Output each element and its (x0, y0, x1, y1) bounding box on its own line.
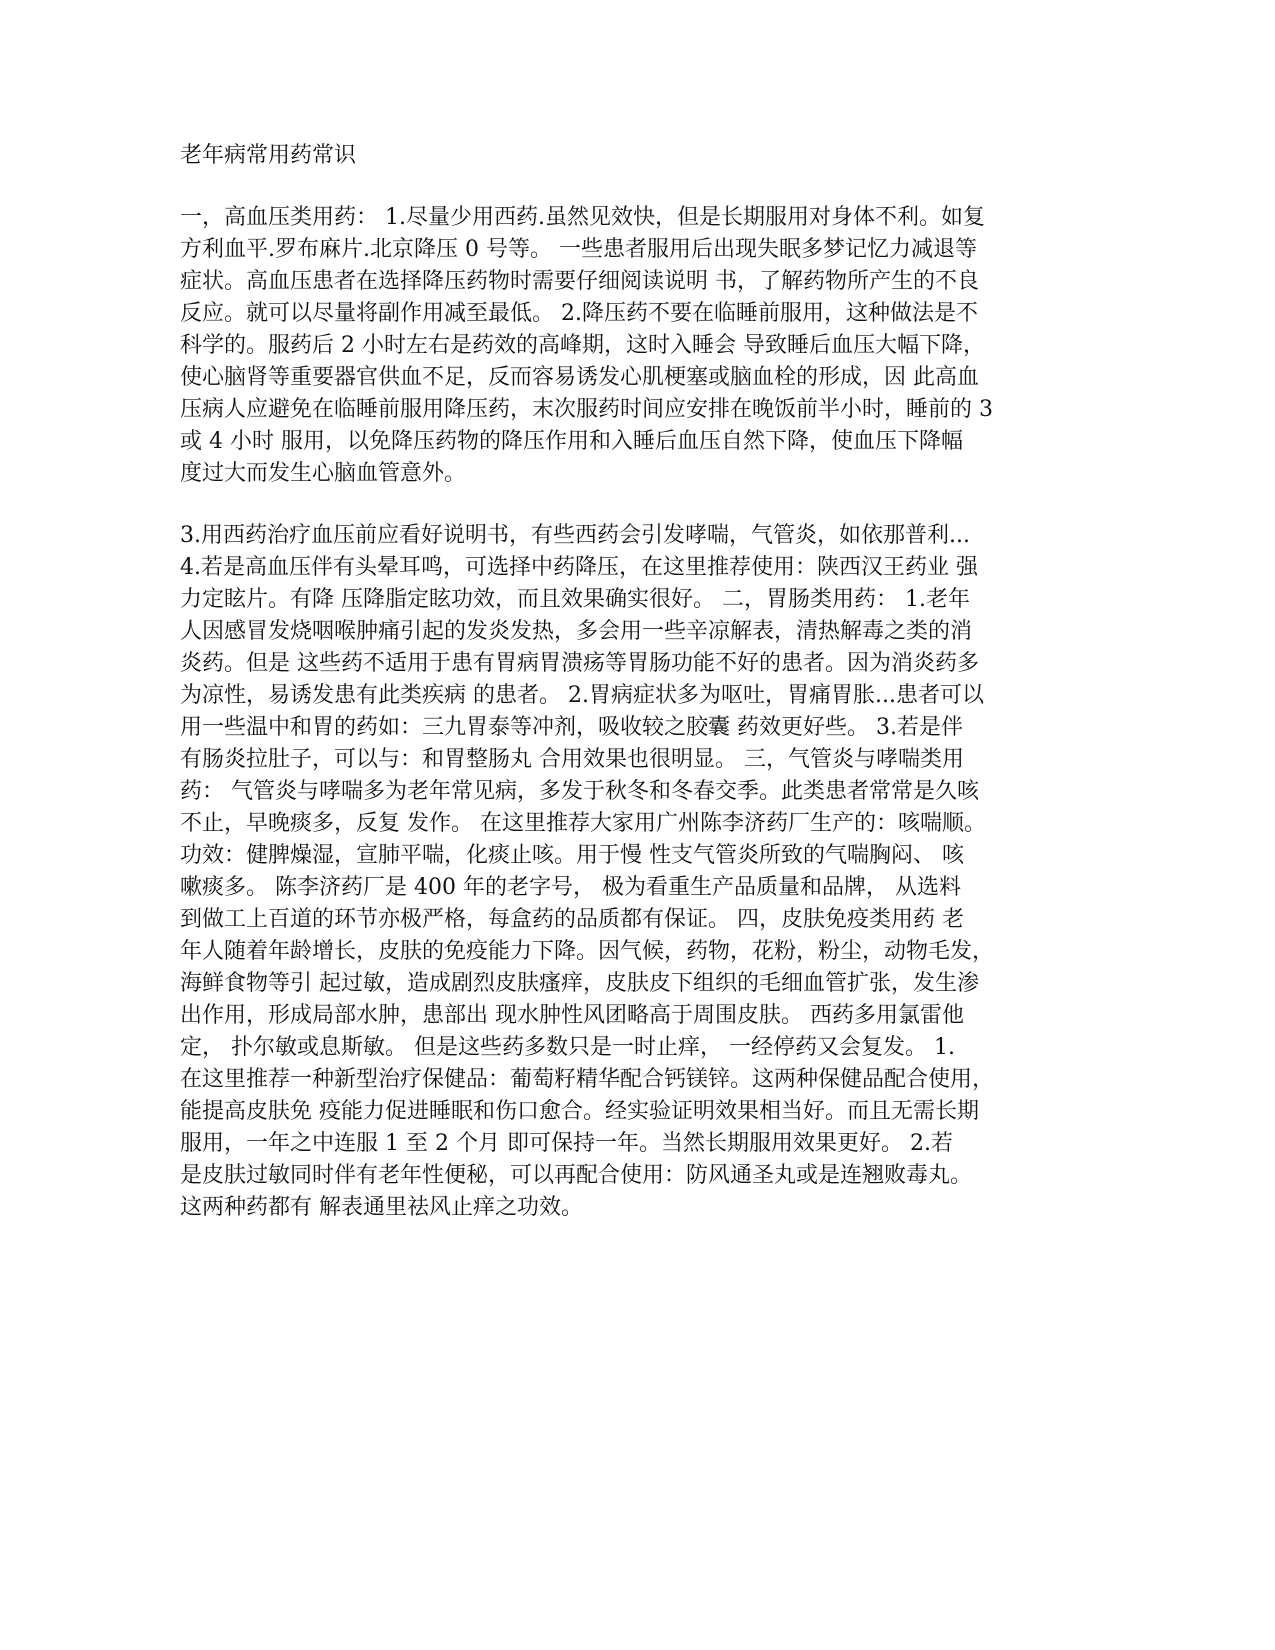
text-line: 力定眩片。有降 压降脂定眩功效，而且效果确实很好。 二，胃肠类用药： 1.老年 (180, 587, 970, 612)
text-line: 到做工上百道的环节亦极严格，每盒药的品质都有保证。 四，皮肤免疫类用药 老 (180, 907, 964, 932)
document-title: 老年病常用药常识 (180, 143, 357, 168)
paragraph-hypertension (180, 202, 1084, 490)
text-line: 4.若是高血压伴有头晕耳鸣，可选择中药降压，在这里推荐使用：陕西汉王药业 强 (180, 555, 978, 580)
text-line: 功效：健脾燥湿，宣肺平喘，化痰止咳。用于慢 性支气管炎所致的气喘胸闷、 咳 (180, 843, 964, 868)
text-line: 3.用西药治疗血压前应看好说明书，有些西药会引发哮喘，气管炎，如依那普利... (180, 523, 970, 548)
text-line: 人因感冒发烧咽喉肿痛引起的发炎发热，多会用一些辛凉解表，清热解毒之类的消 (180, 619, 973, 644)
text-line: 用一些温中和胃的药如：三九胃泰等冲剂，吸收较之胶囊 药效更好些。 3.若是伴 (180, 715, 963, 740)
text-line: 是皮肤过敏同时伴有老年性便秘，可以再配合使用：防风通圣丸或是连翘败毒丸。 (180, 1163, 973, 1188)
text-line: 反应。就可以尽量将副作用减至最低。 2.降压药不要在临睡前服用，这种做法是不 (180, 301, 978, 326)
text-line: 海鲜食物等引 起过敏，造成剧烈皮肤瘙痒，皮肤皮下组织的毛细血管扩张，发生渗 (180, 971, 979, 996)
text-line: 定， 扑尔敏或息斯敏。 但是这些药多数只是一时止痒， 一经停药又会复发。 1. (180, 1035, 955, 1060)
text-line: 有肠炎拉肚子，可以与：和胃整肠丸 合用效果也很明显。 三，气管炎与哮喘类用 (180, 747, 964, 772)
text-line: 使心脑肾等重要器官供血不足，反而容易诱发心肌梗塞或脑血栓的形成，因 此高血 (180, 365, 979, 390)
text-line: 或 4 小时 服用，以免降压药物的降压作用和入睡后血压自然下降，使血压下降幅 (180, 429, 963, 454)
text-line: 出作用，形成局部水肿，患部出 现水肿性风团略高于周围皮肤。 西药多用氯雷他 (180, 1003, 964, 1028)
text-line: 这两种药都有 解表通里祛风止痒之功效。 (180, 1195, 583, 1220)
text-line: 在这里推荐一种新型治疗保健品：葡萄籽精华配合钙镁锌。这两种保健品配合使用， (180, 1067, 995, 1092)
paragraph-gap (180, 490, 1084, 520)
text-line: 为凉性，易诱发患有此类疾病 的患者。 2.胃病症状多为呕吐，胃痛胃胀...患者可以 (180, 683, 984, 708)
text-line: 方利血平.罗布麻片.北京降压 0 号等。 一些患者服用后出现失眠多梦记忆力减退等 (180, 237, 977, 262)
text-line: 服用，一年之中连服 1 至 2 个月 即可保持一年。当然长期服用效果更好。 2.若 (180, 1131, 953, 1156)
text-line: 不止，早晚痰多，反复 发作。 在这里推荐大家用广州陈李济药厂生产的：咳喘顺。 (180, 811, 986, 836)
text-line: 度过大而发生心脑血管意外。 (180, 461, 467, 486)
text-line: 压病人应避免在临睡前服用降压药，末次服药时间应安排在晚饭前半小时，睡前的 3 (180, 397, 993, 422)
text-line: 药： 气管炎与哮喘多为老年常见病，多发于秋冬和冬春交季。此类患者常常是久咳 (180, 779, 979, 804)
text-line: 症状。高血压患者在选择降压药物时需要仔细阅读说明 书，了解药物所产生的不良 (180, 269, 979, 294)
text-line: 年人随着年龄增长，皮肤的免疫能力下降。因气候，药物，花粉，粉尘，动物毛发， (180, 939, 995, 964)
text-line: 一，高血压类用药： 1.尽量少用西药.虽然见效快，但是长期服用对身体不利。如复 (180, 205, 985, 230)
text-line: 能提高皮肤免 疫能力促进睡眠和伤口愈合。经实验证明效果相当好。而且无需长期 (180, 1099, 979, 1124)
document-body (180, 140, 1084, 1224)
paragraph-medication-guide (180, 520, 1084, 1224)
text-line: 科学的。服药后 2 小时左右是药效的高峰期，这时入睡会 导致睡后血压大幅下降， (180, 333, 985, 358)
text-line: 嗽痰多。 陈李济药厂是 400 年的老字号， 极为看重生产品质量和品牌， 从选料 (180, 875, 961, 900)
text-line: 炎药。但是 这些药不适用于患有胃病胃溃疡等胃肠功能不好的患者。因为消炎药多 (180, 651, 979, 676)
